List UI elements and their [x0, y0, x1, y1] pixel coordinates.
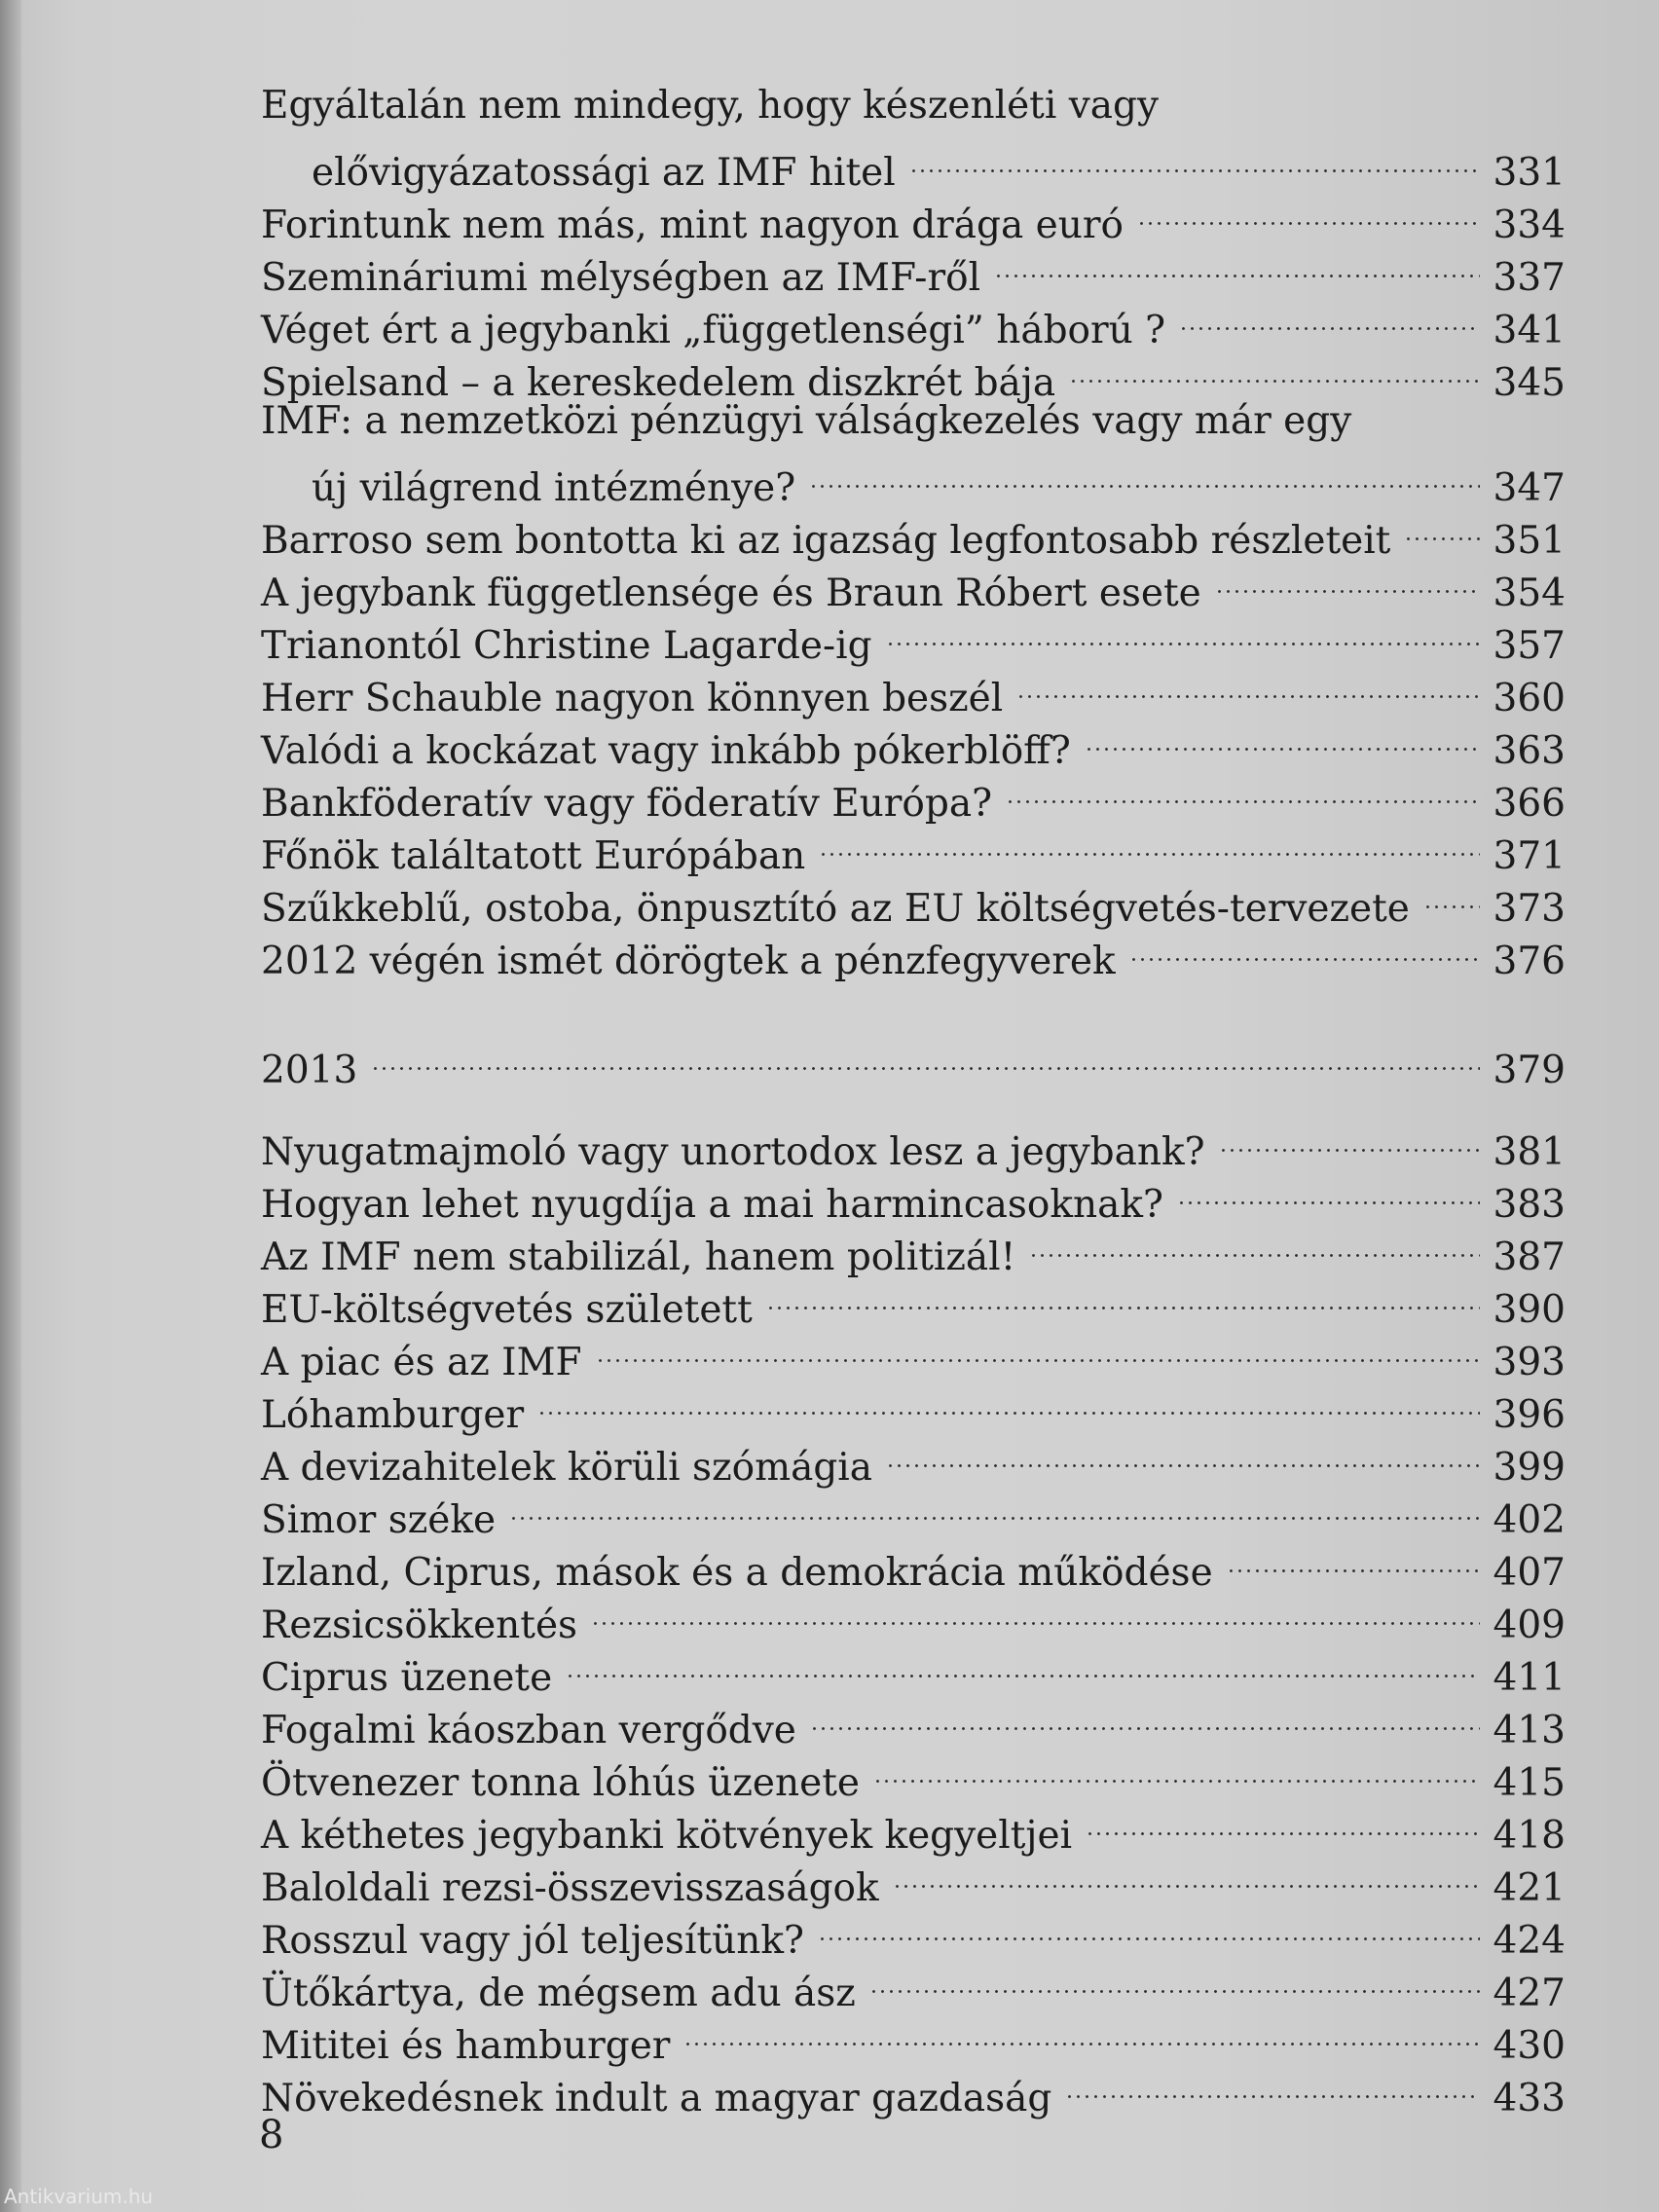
toc-entry-page: 371 [1493, 834, 1566, 878]
toc-entry-page: 351 [1493, 519, 1566, 563]
toc-entry-page: 360 [1493, 677, 1566, 720]
toc-entry-page: 341 [1493, 309, 1566, 352]
dot-leader [1069, 343, 1479, 395]
toc-entry-title: Simor széke [261, 1498, 497, 1542]
toc-entry-title: Szemináriumi mélységben az IMF-ről [261, 256, 981, 300]
toc-entry-title: Lóhamburger [261, 1393, 525, 1437]
toc-entry-page: 409 [1493, 1604, 1566, 1647]
toc-entry-page: 383 [1493, 1183, 1566, 1227]
dot-leader [1006, 763, 1480, 816]
toc-entry-title: 2012 végén ismét dörögtek a pénzfegyverek [261, 940, 1116, 983]
dot-leader [869, 1953, 1480, 2006]
toc-entry-page: 415 [1493, 1761, 1566, 1805]
toc-entry-page: 381 [1493, 1130, 1566, 1174]
dot-leader [1423, 868, 1480, 921]
toc-entry-page: 407 [1493, 1551, 1566, 1595]
dot-leader [886, 1427, 1480, 1480]
dot-leader [371, 1030, 1479, 1083]
toc-entry-title: A jegybank függetlensége és Braun Róbert esete [261, 571, 1201, 615]
toc-entry-page: 387 [1493, 1235, 1566, 1279]
dot-leader [1227, 1532, 1480, 1585]
dot-leader [1129, 921, 1480, 974]
toc-entry-title: Herr Schauble nagyon könnyen beszél [261, 677, 1004, 720]
toc-entry-title: új világrend intézménye? [312, 466, 796, 510]
toc-entry-title: A devizahitelek körüli szómágia [261, 1446, 873, 1490]
toc-section-heading [261, 1030, 1566, 1092]
toc-entry-title: Növekedésnek indult a magyar gazdaság [261, 2077, 1052, 2120]
dot-leader [537, 1375, 1479, 1427]
toc-entry-page: 418 [1493, 1814, 1566, 1858]
toc-entry [261, 868, 1566, 931]
toc-entry [261, 1848, 1566, 1910]
dot-leader [591, 1585, 1480, 1638]
toc-entry [261, 711, 1566, 773]
toc-entry-title: Valódi a kockázat vagy inkább pókerblöff? [261, 729, 1071, 773]
toc-entry-title: Spielsand – a kereskedelem diszkrét bája [261, 361, 1056, 405]
section-title: 2013 [261, 1049, 358, 1092]
toc-entry-page: 363 [1493, 729, 1566, 773]
toc-entry-page: 390 [1493, 1288, 1566, 1332]
dot-leader [1404, 500, 1479, 553]
toc-entry-title: Nyugatmajmoló vagy unortodox lesz a jegybank? [261, 1130, 1205, 1174]
toc-entry-page: 402 [1493, 1498, 1566, 1542]
dot-leader [819, 816, 1479, 868]
toc-entry [261, 1953, 1566, 2015]
toc-entry [261, 185, 1566, 247]
toc-entry-title: Izland, Ciprus, mások és a demokrácia működése [261, 1551, 1213, 1595]
page-number: 8 [259, 2113, 284, 2157]
toc-entry-page: 396 [1493, 1393, 1566, 1437]
toc-entry-page: 421 [1493, 1866, 1566, 1910]
toc-entry-title: Rosszul vagy jól teljesítünk? [261, 1919, 804, 1963]
toc-entry-title: Mititei és hamburger [261, 2024, 671, 2068]
toc-entry [261, 1375, 1566, 1437]
toc-entry-page: 427 [1493, 1972, 1566, 2015]
toc-entry [261, 1217, 1566, 1279]
toc-entry-page: 433 [1493, 2077, 1566, 2120]
toc-entry [261, 343, 1566, 405]
dot-leader [1137, 185, 1480, 238]
toc-entry-title-line1: IMF: a nemzetközi pénzügyi válságkezelés vagy már egy [261, 399, 1352, 443]
toc-entry-title: Ötvenezer tonna lóhús üzenete [261, 1761, 860, 1805]
toc-entry-page: 334 [1493, 203, 1566, 247]
toc-entry-page: 393 [1493, 1341, 1566, 1384]
toc-entry-title: Főnök találtatott Európában [261, 834, 806, 878]
toc-entry-page: 413 [1493, 1709, 1566, 1752]
toc-entry-page: 357 [1493, 624, 1566, 668]
toc-entry-title: Trianontól Christine Lagarde-ig [261, 624, 872, 668]
toc-entry-page: 347 [1493, 466, 1566, 510]
toc-entry-page: 345 [1493, 361, 1566, 405]
toc-entry [261, 290, 1566, 352]
toc-entry [261, 1480, 1566, 1542]
dot-leader [1086, 1795, 1479, 1848]
toc-entry-page: 424 [1493, 1919, 1566, 1963]
watermark: Antikvarium.hu [4, 2185, 154, 2208]
toc-entry [261, 1112, 1566, 1174]
toc-entry [261, 763, 1566, 826]
toc-entry [261, 2006, 1566, 2068]
toc-entry [261, 2058, 1566, 2120]
toc-entry [261, 1532, 1566, 1595]
toc-entry [261, 606, 1566, 668]
toc-entry-title: Ciprus üzenete [261, 1656, 553, 1700]
dot-leader [683, 2006, 1479, 2058]
toc-entry-page: 411 [1493, 1656, 1566, 1700]
toc-entry-title: elővigyázatossági az IMF hitel [312, 151, 896, 195]
toc-entry-title: Véget ért a jegybanki „függetlenségi” háború ? [261, 309, 1166, 352]
dot-leader [886, 606, 1480, 658]
dot-leader [1016, 658, 1479, 711]
toc-entry-title: A piac és az IMF [261, 1341, 582, 1384]
toc-entry [261, 658, 1566, 720]
dot-leader [1085, 711, 1480, 763]
dot-leader [1177, 1164, 1480, 1217]
toc-entry-page: 373 [1493, 887, 1566, 931]
toc-entry [261, 1427, 1566, 1490]
dot-leader [509, 1480, 1480, 1532]
toc-entry [261, 816, 1566, 878]
toc-entry-page: 366 [1493, 782, 1566, 826]
toc-entry-title: Az IMF nem stabilizál, hanem politizál! [261, 1235, 1016, 1279]
toc-entry-page: 430 [1493, 2024, 1566, 2068]
toc-entry [261, 395, 1566, 510]
dot-leader [1029, 1217, 1479, 1270]
toc-entry [261, 921, 1566, 983]
toc-entry [261, 238, 1566, 300]
dot-leader [766, 1270, 1480, 1322]
section-page: 379 [1493, 1049, 1566, 1092]
dot-leader [1219, 1112, 1480, 1164]
page-edge [0, 0, 21, 2212]
toc-entry-title: Bankföderatív vagy föderatív Európa? [261, 782, 993, 826]
dot-leader [810, 1690, 1480, 1743]
toc-entry [261, 1585, 1566, 1647]
dot-leader [1215, 553, 1480, 606]
dot-leader [909, 132, 1480, 185]
toc-entry-page: 331 [1493, 151, 1566, 195]
dot-leader [566, 1638, 1479, 1690]
toc-entry [261, 500, 1566, 563]
toc-entry-page: 337 [1493, 256, 1566, 300]
dot-leader [818, 1900, 1480, 1953]
toc-entry [261, 1270, 1566, 1332]
toc-entry-title: Baloldali rezsi-összevisszaságok [261, 1866, 879, 1910]
toc-entry-title: Rezsicsökkentés [261, 1604, 578, 1647]
toc-entry [261, 1322, 1566, 1384]
dot-leader [1065, 2058, 1479, 2111]
toc-entry [261, 1795, 1566, 1858]
toc-entry-page: 399 [1493, 1446, 1566, 1490]
toc-entry [261, 1743, 1566, 1805]
toc-entry [261, 1900, 1566, 1963]
dot-leader [1179, 290, 1479, 343]
toc-entry-title: A kéthetes jegybanki kötvények kegyeltjei [261, 1814, 1073, 1858]
toc-entry-title: Barroso sem bontotta ki az igazság legfontosabb részleteit [261, 519, 1391, 563]
toc-entry-title: EU-költségvetés született [261, 1288, 753, 1332]
toc-entry [261, 553, 1566, 615]
toc-entry-title: Ütőkártya, de mégsem adu ász [261, 1972, 856, 2015]
toc-entry-title: Szűkkeblű, ostoba, önpusztító az EU költségvetés-tervezete [261, 887, 1410, 931]
toc-entry-title: Fogalmi káoszban vergődve [261, 1709, 796, 1752]
toc-entry [261, 80, 1566, 195]
dot-leader [809, 448, 1479, 500]
dot-leader [893, 1848, 1480, 1900]
toc-entry [261, 1638, 1566, 1700]
toc-entry-title: Forintunk nem más, mint nagyon drága euró [261, 203, 1124, 247]
toc-entry [261, 1164, 1566, 1227]
toc-entry-title-line1: Egyáltalán nem mindegy, hogy készenléti vagy [261, 84, 1160, 128]
toc-entry-page: 354 [1493, 571, 1566, 615]
toc-entry-title: Hogyan lehet nyugdíja a mai harmincasoknak? [261, 1183, 1163, 1227]
toc-entry-page: 376 [1493, 940, 1566, 983]
dot-leader [873, 1743, 1480, 1795]
toc-entry [261, 1690, 1566, 1752]
dot-leader [994, 238, 1479, 290]
dot-leader [596, 1322, 1480, 1375]
